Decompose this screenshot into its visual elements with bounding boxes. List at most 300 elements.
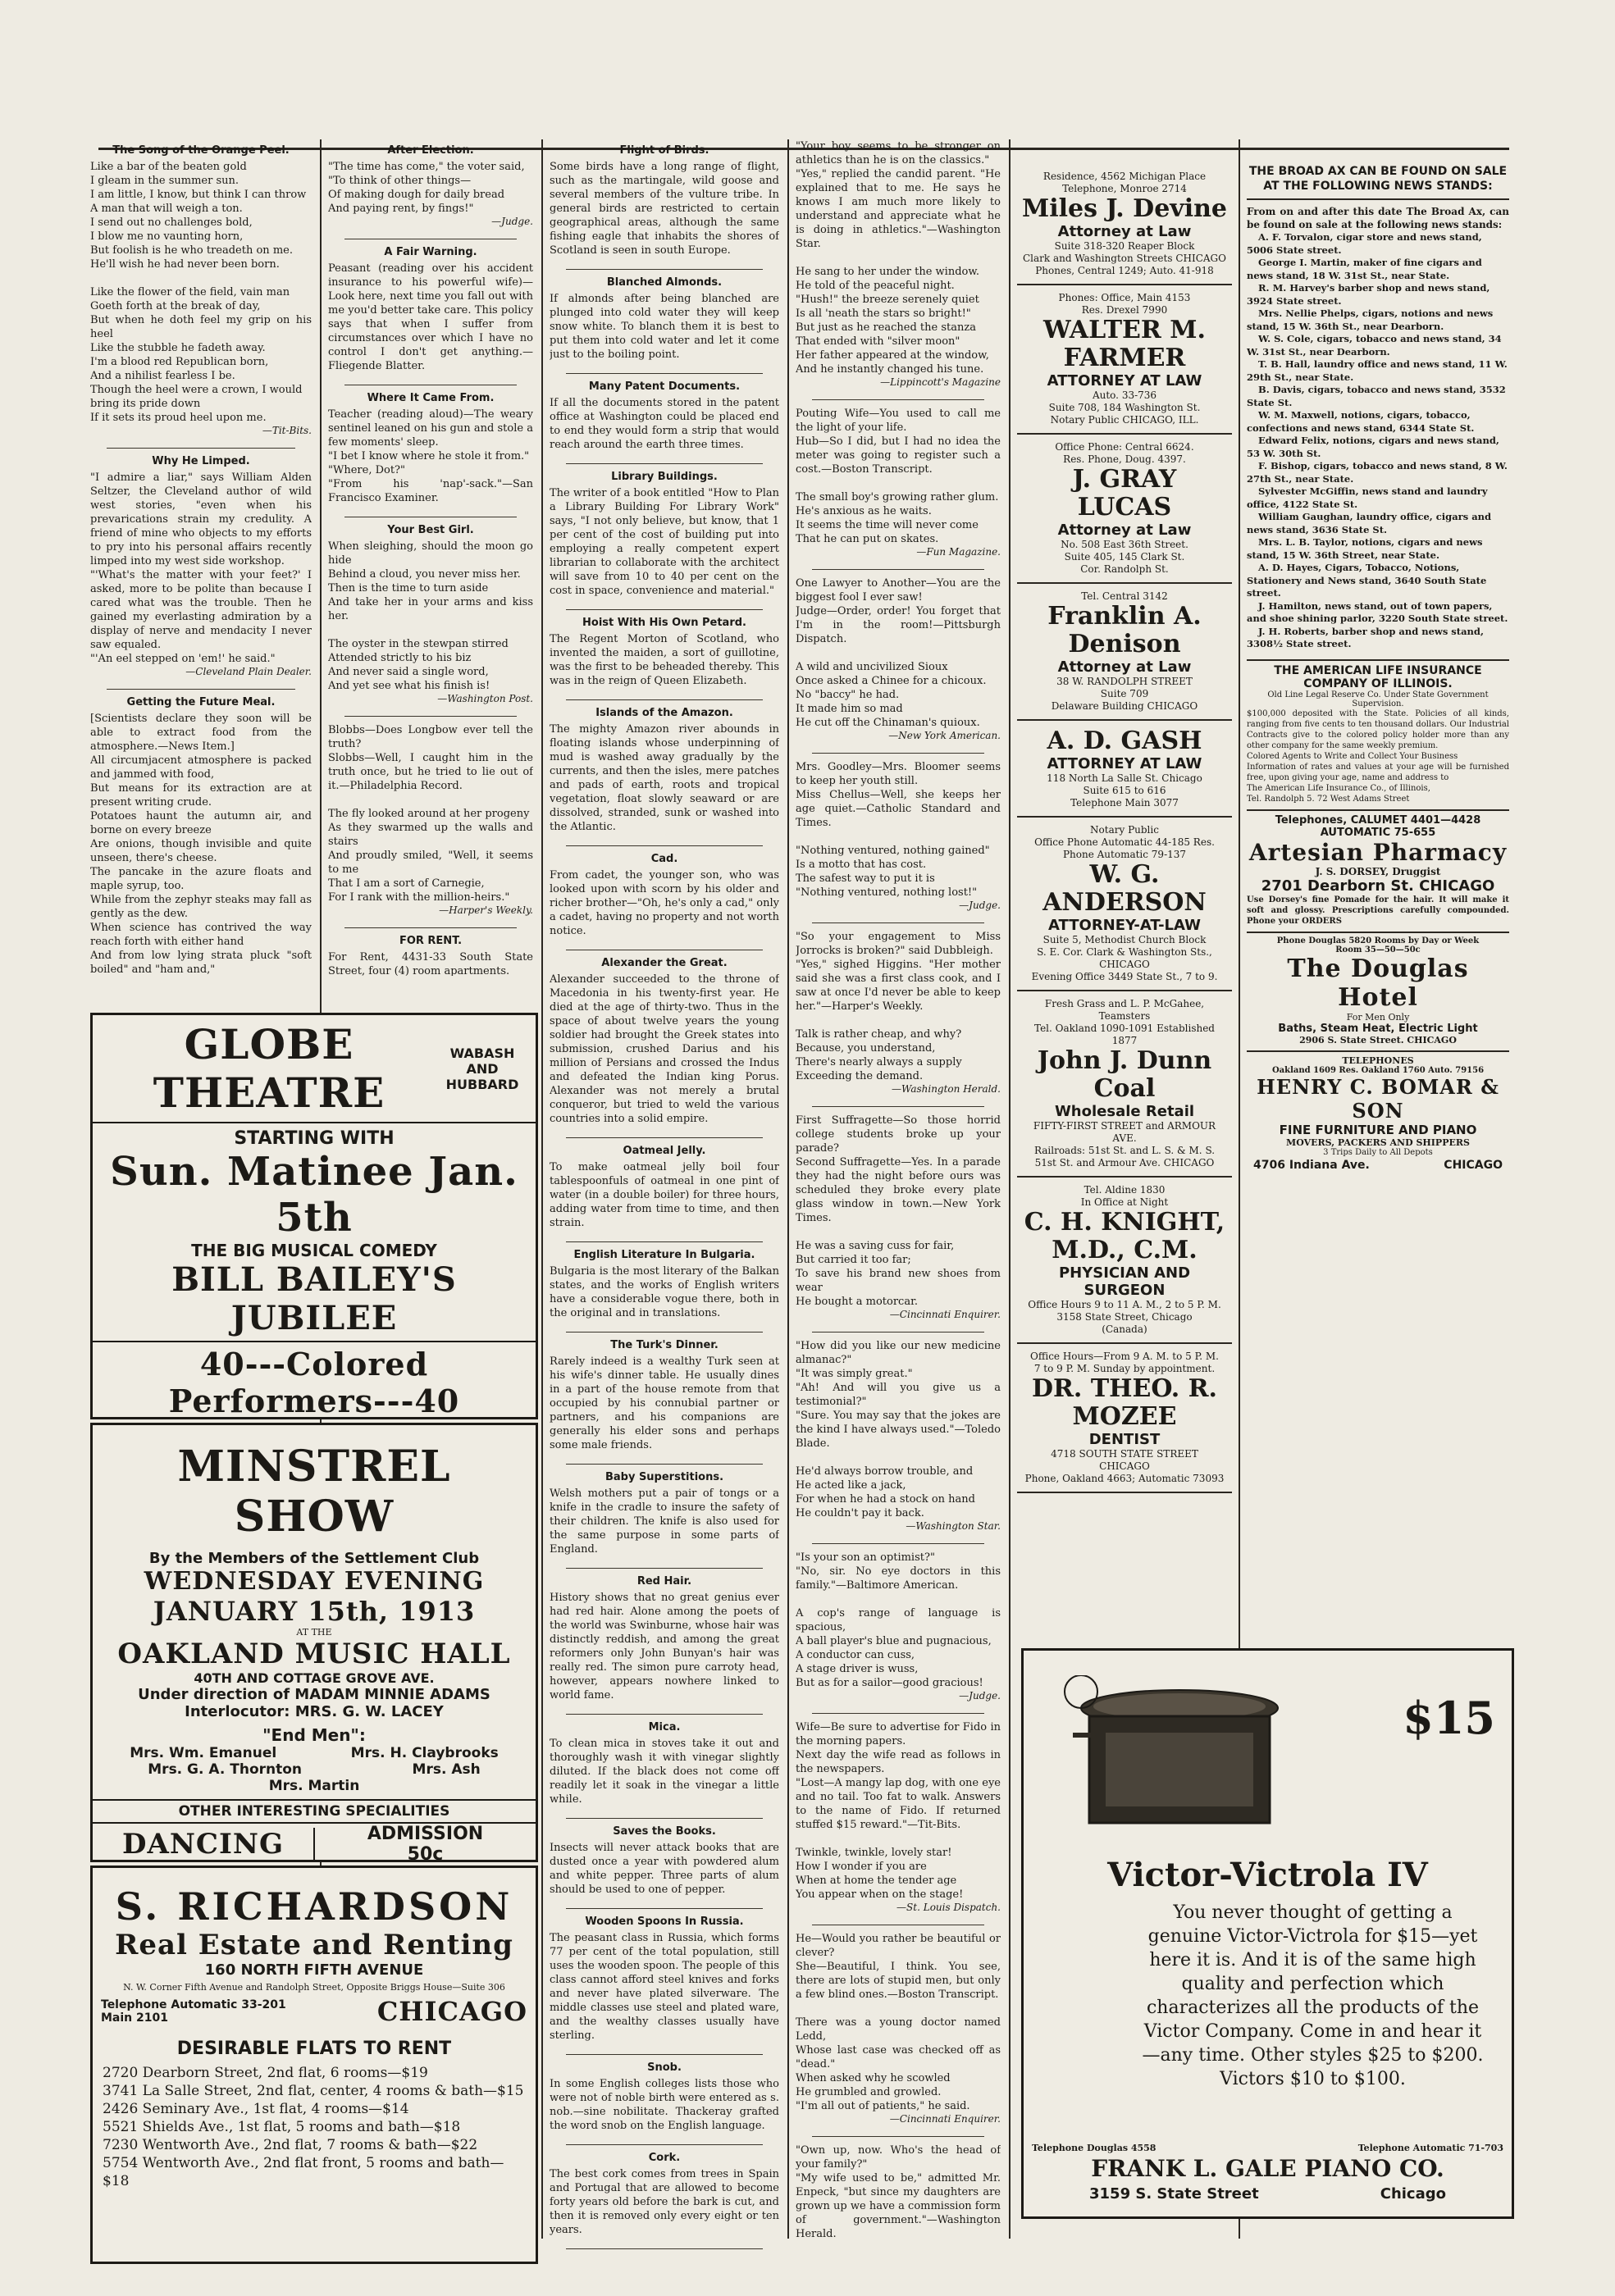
ad-line: No. 508 East 36th Street. bbox=[1061, 539, 1188, 550]
article bbox=[550, 1825, 779, 1897]
article-body: [Scientists declare they soon will be able to extract food from the atmosphere.—News Item.] All circumjacent atmosphere is packed and jammed with food, But means for its extraction are at present writing crude. Potatoes haunt the autumn air, and borne on every breeze Are onions, though invisible and quite unseen, there's cheese. The pancake in the azure floats and maple syrup, too. While from the zephyr steaks may fall as gently as the dew. When science has contrived the way reach forth with either hand And from low lying strata pluck "soft boiled" and "ham and," bbox=[90, 713, 312, 976]
ad-line: Notary Public CHICAGO, ILL. bbox=[1050, 414, 1199, 426]
victor-dealer: FRANK L. GALE PIANO CO. bbox=[1091, 2155, 1444, 2182]
article bbox=[796, 2143, 1001, 2255]
article-credit: —St. Louis Dispatch. bbox=[896, 1902, 1001, 1913]
article-title: Cork. bbox=[648, 2152, 681, 2164]
ad-subtitle: Attorney at Law bbox=[1057, 223, 1192, 240]
bomar-city: CHICAGO bbox=[1444, 1158, 1503, 1172]
ad-line: Fresh Grass and L. P. McGahee, Teamsters bbox=[1044, 998, 1205, 1022]
article bbox=[550, 2152, 779, 2237]
article-separator bbox=[566, 1568, 763, 1569]
minstrel-interlocutor: Interlocutor: MRS. G. W. LACEY bbox=[185, 1703, 444, 1720]
victor-tel-1: Telephone Douglas 4558 bbox=[1032, 2143, 1157, 2153]
ad-line: (Canada) bbox=[1102, 1323, 1147, 1335]
douglas-phone: Phone Douglas 5820 Rooms by Day or Week bbox=[1276, 936, 1480, 945]
victor-tel-2: Telephone Automatic 71-703 bbox=[1357, 2143, 1503, 2153]
insurance-title: THE AMERICAN LIFE INSURANCE COMPANY OF ILLINOIS. bbox=[1274, 663, 1482, 690]
pharmacy-tel: Telephones, CALUMET 4401—4428 AUTOMATIC 75-655 bbox=[1275, 813, 1481, 839]
article-body: "So your engagement to Miss Jorrocks is broken?" said Dubbleigh. "Yes," sighed Higgins. "Her mother said she was a first class cook, and I saw at once I'd never be able to keep her."—Harper's Weekly. Talk is rather cheap, and why? Because, you understand, There's nearly always a supply Exceeding the demand. bbox=[796, 931, 1001, 1082]
ad-line: Cor. Randolph St. bbox=[1080, 563, 1169, 575]
column-2 bbox=[328, 139, 533, 976]
article bbox=[550, 617, 779, 688]
globe-matinee: Sun. Matinee Jan. 5th bbox=[110, 1149, 518, 1241]
ad-subtitle: ATTORNEY-AT-LAW bbox=[1048, 917, 1201, 934]
article-title: Getting the Future Meal. bbox=[126, 696, 276, 708]
article-body: Mrs. Goodley—Mrs. Bloomer seems to keep her youth still. Miss Chellus—Well, she keeps her age quiet.—Catholic Standard and Times. "Nothing ventured, nothing gained" Is a motto that has cost. The safest way to put it is "Nothing ventured, nothing lost!" bbox=[796, 761, 1001, 899]
article-separator bbox=[344, 927, 517, 928]
minstrel-price: 50c bbox=[407, 1844, 444, 1862]
minstrel-admission: ADMISSION bbox=[367, 1824, 484, 1844]
globe-show: BILL BAILEY'S JUBILEE bbox=[93, 1260, 536, 1342]
article-separator bbox=[566, 463, 763, 464]
article bbox=[550, 1916, 779, 2043]
ad-line: Clark and Washington Streets CHICAGO bbox=[1023, 253, 1226, 264]
ad-line: Telephone, Monroe 2714 bbox=[1062, 183, 1187, 194]
article-credit: —Washington Star. bbox=[906, 1520, 1001, 1532]
pharmacy-owner: J. S. DORSEY, Druggist bbox=[1315, 865, 1441, 877]
article-title: Red Hair. bbox=[636, 1575, 692, 1588]
article bbox=[550, 1249, 779, 1320]
victor-price: $15 bbox=[1403, 1692, 1495, 1744]
article-title: Cad. bbox=[650, 853, 678, 865]
minstrel-man-2: Mrs. H. Claybrooks bbox=[350, 1745, 499, 1761]
news-stand-item: Sylvester McGiffin, news stand and laundry office, 4122 State St. bbox=[1247, 485, 1488, 510]
ad-name: DR. THEO. R. MOZEE bbox=[1031, 1374, 1217, 1431]
minstrel-man-5: Mrs. Martin bbox=[268, 1778, 360, 1794]
broad-ax-header: THE BROAD AX CAN BE FOUND ON SALE AT THE FOLLOWING NEWS STANDS: bbox=[1247, 164, 1509, 200]
article-title: Snob. bbox=[647, 2061, 682, 2074]
ad-subtitle: Attorney at Law bbox=[1057, 658, 1192, 676]
article-credit: —Fun Magazine. bbox=[916, 546, 1001, 558]
minstrel-day: WEDNESDAY EVENING bbox=[144, 1567, 485, 1596]
article-separator bbox=[812, 1713, 984, 1714]
article-body: Teacher (reading aloud)—The weary sentinel leaned on his gun and stole a few moments' sleep. "I bet I know where he stole it from." "Where, Dot?" "From his 'nap'-sack."—San Francisco Examiner. bbox=[328, 408, 533, 504]
flat-listing: 5754 Wentworth Ave., 2nd flat front, 5 rooms and bath—$18 bbox=[103, 2155, 504, 2189]
news-stand-item: J. H. Roberts, barber shop and news stand, 3308½ State street. bbox=[1247, 625, 1484, 649]
douglas-sub: For Men Only bbox=[1346, 1011, 1410, 1023]
ad-line: FIFTY-FIRST STREET and ARMOUR AVE. bbox=[1033, 1120, 1216, 1144]
ad-subtitle: Attorney at Law bbox=[1057, 522, 1192, 539]
article-separator bbox=[812, 922, 984, 923]
news-stand-item: A. F. Torvalon, cigar store and news stand, 5006 State street. bbox=[1247, 231, 1482, 256]
article bbox=[796, 930, 1001, 1095]
professional-ad bbox=[1017, 435, 1232, 584]
ad-name: Miles J. Devine bbox=[1022, 194, 1228, 223]
ad-subtitle: ATTORNEY AT LAW bbox=[1047, 372, 1202, 390]
news-stand-item: Edward Felix, notions, cigars and news stand, 53 W. 30th St. bbox=[1247, 435, 1499, 459]
article bbox=[328, 723, 533, 916]
globe-title: GLOBE THEATRE bbox=[153, 1020, 386, 1117]
article-body: Rarely indeed is a wealthy Turk seen at his wife's dinner table. He usually dines in a part of the house remote from that occupied by his connubial partner or partners, and his companions are generally his elder sons and perhaps some male friends. bbox=[550, 1355, 779, 1451]
minstrel-man-1: Mrs. Wm. Emanuel bbox=[130, 1745, 277, 1761]
richardson-name: S. RICHARDSON bbox=[115, 1884, 513, 1929]
article-title: FOR RENT. bbox=[399, 935, 463, 947]
article-separator bbox=[566, 1818, 763, 1819]
ad-name: W. G. ANDERSON bbox=[1042, 860, 1207, 917]
article-body: First Suffragette—So those horrid college students broke up your parade? Second Suffragette—Yes. In a parade they had the night before ours was scheduled they broke every plate glass window in town.—New York Times. He was a saving cuss for fair, But carried it too far; To save his brand new shoes from wear He bought a motorcar. bbox=[796, 1114, 1001, 1308]
article-body: From cadet, the younger son, who was looked upon with scorn by his older and richer brother—"Oh, he's only a cad," only a cadet, having no property and not worth notice. bbox=[550, 869, 779, 937]
flat-listing: 7230 Wentworth Ave., 2nd flat, 7 rooms & bath—$22 bbox=[103, 2137, 478, 2153]
article bbox=[796, 407, 1001, 558]
article-body: "The time has come," the voter said, "To think of other things— Of making dough for daily bread And paying rent, by fings!" bbox=[328, 161, 525, 215]
article-body: The best cork comes from trees in Spain and Portugal that are allowed to become forty years old before the bark is cut, and then it is removed only every eight or ten years. bbox=[550, 2168, 779, 2236]
news-stands-list bbox=[1247, 231, 1509, 651]
ad-line: 3158 State Street, Chicago bbox=[1056, 1311, 1193, 1323]
ad-line: Phones, Central 1249; Auto. 41-918 bbox=[1035, 265, 1214, 276]
article bbox=[90, 455, 312, 677]
richardson-phone-1: Telephone Automatic 33-201 bbox=[101, 1998, 286, 2011]
article bbox=[796, 1932, 1001, 2125]
ad-name: A. D. GASH bbox=[1047, 727, 1202, 755]
article-body: For Rent, 4431-33 South State Street, four (4) room apartments. bbox=[328, 951, 533, 976]
article-body: "How did you like our new medicine almanac?" "It was simply great." "Ah! And will you give us a testimonial?" "Sure. You may say that the jokes are the kind I have always used."—Toledo Blade. He'd always borrow trouble, and He acted like a jack, For when he had a stock on hand He couldn't pay it back. bbox=[796, 1340, 1001, 1519]
ad-line: Tel. Aldine 1830 bbox=[1084, 1184, 1166, 1196]
news-stand-item: A. D. Hayes, Cigars, Tobacco, Notions, Stationery and News stand, 3640 South State street. bbox=[1247, 562, 1487, 599]
article bbox=[550, 380, 779, 452]
article-body: Pouting Wife—You used to call me the light of your life. Hub—So I did, but I had no idea the meter was going to register such a cost.—Boston Transcript. The small boy's growing rather glum. He's anxious as he waits. It seems the time will never come That he can put on skates. bbox=[796, 408, 1001, 545]
article-body: If almonds after being blanched are plunged into cold water they will keep snow white. To blanch them it is best to put them into cold water and let it come just to the boiling point. bbox=[550, 293, 779, 361]
news-stand-item: W. S. Cole, cigars, tobacco and news stand, 34 W. 31st St., near Dearborn. bbox=[1247, 333, 1502, 358]
article-title: The Song of the Orange Peel. bbox=[112, 144, 290, 157]
minstrel-dancing: DANCING bbox=[93, 1828, 315, 1861]
article-separator bbox=[566, 699, 763, 700]
article-separator bbox=[107, 689, 295, 690]
article bbox=[328, 246, 533, 373]
article-separator bbox=[812, 753, 984, 754]
ad-line: Railroads: 51st St. and L. S. & M. S. bbox=[1033, 1145, 1216, 1156]
professional-ad bbox=[1017, 584, 1232, 721]
globe-starting: STARTING WITH bbox=[234, 1128, 395, 1149]
richardson-ad bbox=[90, 1866, 538, 2264]
flat-listing: 5521 Shields Ave., 1st flat, 5 rooms and bath—$18 bbox=[103, 2119, 461, 2135]
article-separator bbox=[566, 609, 763, 610]
ad-line: Notary Public bbox=[1090, 824, 1159, 836]
ad-line: Office Phone: Central 6624. bbox=[1055, 441, 1194, 453]
minstrel-man-3: Mrs. G. A. Thornton bbox=[148, 1761, 303, 1778]
ad-name: C. H. KNIGHT, M.D., C.M. bbox=[1024, 1208, 1225, 1264]
minstrel-show-ad bbox=[90, 1423, 538, 1862]
article-separator bbox=[107, 448, 295, 449]
professional-ad bbox=[1017, 285, 1232, 435]
richardson-city: CHICAGO bbox=[376, 1996, 527, 2027]
article-body: Wife—Be sure to advertise for Fido in the morning papers. Next day the wife read as follows in the newspapers. "Lost—A mangy lap dog, with one eye and no tail. Too fat to walk. Answers to the name of Fido. If returned stuffed $15 reward."—Tit-Bits. Twinkle, twinkle, lovely star! How I wonder if you are When at home the tender age You appear when on the stage! bbox=[796, 1721, 1001, 1901]
victor-body: You never thought of getting a genuine Victor-Victrola for $15—yet here it is. And it is of the same high quality and perfection which characterizes all the products of the Victor Company. Come in and hear it—any time. Other styles $25 to $200. Victors $10 to $100. bbox=[1142, 1902, 1484, 2089]
ad-line: CHICAGO bbox=[1099, 1460, 1150, 1472]
professional-ad bbox=[1017, 1178, 1232, 1344]
flat-listing: 2426 Seminary Ave., 1st flat, 4 rooms—$14 bbox=[103, 2101, 409, 2117]
article-credit: —Judge. bbox=[491, 216, 533, 227]
minstrel-title: MINSTREL SHOW bbox=[177, 1442, 451, 1542]
article-credit: —Washington Post. bbox=[437, 693, 533, 704]
news-stand-item: T. B. Hall, laundry office and news stand, 11 W. 29th St., near State. bbox=[1247, 358, 1508, 383]
victor-addr: 3159 S. State Street bbox=[1089, 2185, 1259, 2203]
ad-line: Suite 318-320 Reaper Block bbox=[1054, 240, 1195, 252]
victor-name: Victor-Victrola IV bbox=[1107, 1856, 1428, 1894]
article-body: To clean mica in stoves take it out and thoroughly wash it with vinegar slightly diluted. If the black does not come off readily let it soak in the vinegar a little while. bbox=[550, 1738, 779, 1806]
article-body: History shows that no great genius ever had red hair. Alone among the poets of the world was Swinburne, whose hair was distinctly reddish, and among the great reformers only John Bunyan's hair was really red. The simon pure carroty head, however, appears nowhere linked to world fame. bbox=[550, 1592, 779, 1702]
professional-ad bbox=[1017, 164, 1232, 285]
article-title: English Literature In Bulgaria. bbox=[573, 1249, 755, 1261]
column-rule bbox=[1009, 139, 1011, 2239]
article-title: Why He Limped. bbox=[152, 455, 250, 467]
article bbox=[550, 2061, 779, 2133]
flat-listing: 3741 La Salle Street, 2nd flat, center, 4 rooms & bath—$15 bbox=[103, 2083, 524, 2099]
article bbox=[550, 1575, 779, 1702]
globe-corner: WABASH AND HUBBARD bbox=[445, 1045, 519, 1092]
column-3 bbox=[550, 139, 779, 2255]
article-separator bbox=[566, 1908, 763, 1909]
article-body: To make oatmeal jelly boil four tablespoonfuls of oatmeal in one pint of water (in a double boiler) for three hours, adding water from time to time, and then strain. bbox=[550, 1161, 779, 1229]
richardson-sub: Real Estate and Renting bbox=[115, 1929, 513, 1961]
ad-line: Suite 405, 145 Clark St. bbox=[1064, 551, 1185, 563]
article-body: Welsh mothers put a pair of tongs or a knife in the cradle to insure the safety of their children. The knife is also used for the same purpose in some parts of England. bbox=[550, 1487, 779, 1556]
bomar-sub: FINE FURNITURE AND PIANO bbox=[1279, 1122, 1477, 1137]
insurance-body: $100,000 deposited with the State. Policies of all kinds, ranging from five cents to ten thousand dollars. Our Industrial Contracts give to the colored policy holder more than any other company for the same weekly premium. Colored Agents to Write and Collect Your Business Information of rates and values at your age will be furnished free, upon giving your age, name and address to The American Life Insurance Co., of Illinois, Tel. Randolph 5. 72 West Adams Street bbox=[1247, 708, 1509, 804]
ad-line: Office Phone Automatic 44-185 Res. Phone Automatic 79-137 bbox=[1034, 836, 1215, 860]
professional-ad bbox=[1017, 991, 1232, 1178]
ad-subtitle: PHYSICIAN AND SURGEON bbox=[1058, 1264, 1191, 1299]
minstrel-address: 40TH AND COTTAGE GROVE AVE. bbox=[194, 1670, 435, 1686]
ad-subtitle: DENTIST bbox=[1088, 1431, 1161, 1448]
ad-line: Auto. 33-736 bbox=[1092, 390, 1157, 401]
article-title: Hoist With His Own Petard. bbox=[582, 617, 746, 629]
ad-name: J. GRAY LUCAS bbox=[1072, 465, 1177, 522]
victor-city: Chicago bbox=[1380, 2185, 1446, 2203]
ad-subtitle: Wholesale Retail bbox=[1054, 1103, 1195, 1120]
news-stand-item: F. Bishop, cigars, tobacco and news stand, 8 W. 27th St., near State. bbox=[1247, 460, 1508, 485]
ad-name: John J. Dunn Coal bbox=[1037, 1046, 1212, 1103]
article-separator bbox=[812, 399, 984, 400]
column-rule bbox=[541, 139, 543, 2239]
victor-tag: Victor bbox=[1045, 1662, 1084, 1675]
minstrel-direction: Under direction of MADAM MINNIE ADAMS bbox=[138, 1686, 490, 1703]
article bbox=[550, 144, 779, 257]
news-stand-item: George I. Martin, maker of fine cigars and news stand, 18 W. 31st St., near State. bbox=[1247, 257, 1482, 281]
minstrel-at: AT THE bbox=[296, 1627, 332, 1638]
article-credit: —Cleveland Plain Dealer. bbox=[185, 666, 312, 677]
ad-line: 38 W. RANDOLPH STREET bbox=[1056, 676, 1193, 687]
ad-line: Office Hours 9 to 11 A. M., 2 to 5 P. M. bbox=[1028, 1299, 1221, 1310]
article-title: A Fair Warning. bbox=[384, 246, 477, 258]
article-separator bbox=[566, 2144, 763, 2145]
column-rule bbox=[787, 139, 789, 2239]
ad-line: 7 to 9 P. M. Sunday by appointment. bbox=[1033, 1363, 1216, 1374]
bomar-movers: MOVERS, PACKERS AND SHIPPERS bbox=[1286, 1137, 1470, 1148]
article-title: Baby Superstitions. bbox=[604, 1471, 724, 1483]
pharmacy-addr: 2701 Dearborn St. CHICAGO bbox=[1261, 877, 1495, 895]
article-body: Some birds have a long range of flight, such as the martingale, wild goose and several members of the vulture tribe. In general birds are restricted to certain geographical areas, although the same fishing eagle that inhabits the shores of Scotland is seen in south Europe. bbox=[550, 161, 779, 257]
richardson-desirable: DESIRABLE FLATS TO RENT bbox=[176, 2039, 452, 2059]
article-separator bbox=[566, 269, 763, 270]
article-separator bbox=[566, 1137, 763, 1138]
article-separator bbox=[566, 1714, 763, 1715]
article-title: Oatmeal Jelly. bbox=[623, 1145, 706, 1157]
richardson-phone-2: Main 2101 bbox=[101, 2011, 168, 2025]
news-stand-item: B. Davis, cigars, tobacco and news stand, 3532 State St. bbox=[1247, 384, 1506, 408]
minstrel-man-4: Mrs. Ash bbox=[412, 1761, 481, 1778]
article-title: Where It Came From. bbox=[367, 392, 495, 404]
article-title: Many Patent Documents. bbox=[588, 380, 741, 393]
ad-line: Tel. Central 3142 bbox=[1081, 590, 1168, 602]
ad-line: Phone, Oakland 4663; Automatic 73093 bbox=[1024, 1473, 1225, 1484]
article bbox=[328, 144, 533, 227]
ad-line: 51st St. and Armour Ave. CHICAGO bbox=[1034, 1157, 1215, 1168]
article-separator bbox=[812, 2136, 984, 2137]
ad-line: Suite 615 to 616 bbox=[1083, 785, 1166, 796]
article-body: Alexander succeeded to the throne of Macedonia in his twenty-first year. He died at the age of thirty-two. Thus in the space of about twelve years the young soldier had brought the Greek states into submission, crushed Darius and his million of Persians and crossed the Indus and defeated the Indian king Porus. Alexander was not merely a brutal conqueror, but tried to weld the various countries into a solid empire. bbox=[550, 973, 779, 1125]
article bbox=[550, 1471, 779, 1556]
article bbox=[550, 1145, 779, 1230]
article-separator bbox=[566, 2054, 763, 2055]
ad-line: Suite 708, 184 Washington St. bbox=[1048, 402, 1201, 413]
article-credit: —Harper's Weekly. bbox=[439, 904, 533, 916]
flat-listing: 2720 Dearborn Street, 2nd flat, 6 rooms—$19 bbox=[103, 2065, 428, 2081]
globe-performers: 40---Colored Performers---40 bbox=[93, 1342, 536, 1419]
article-credit: —Judge. bbox=[959, 900, 1001, 911]
douglas-addr: 2906 S. State Street. CHICAGO bbox=[1299, 1034, 1457, 1046]
article-title: Flight of Birds. bbox=[619, 144, 709, 157]
ad-line: In Office at Night bbox=[1080, 1196, 1169, 1208]
minstrel-hall: OAKLAND MUSIC HALL bbox=[117, 1638, 511, 1670]
article-body: Blobbs—Does Longbow ever tell the truth? Slobbs—Well, I caught him in the truth once, but he tried to lie out of it.—Philadelphia Record. The fly looked around at her progeny As they swarmed up the walls and stairs And proudly smiled, "Well, it seems to me That I am a sort of Carnegie, For I rank with the million-heirs." bbox=[328, 724, 533, 904]
article bbox=[328, 524, 533, 704]
column-1 bbox=[90, 139, 312, 976]
article-separator bbox=[812, 1106, 984, 1107]
article-body: He—Would you rather be beautiful or clever? She—Beautiful, I think. You see, there are lots of stupid men, but only a few blind ones.—Boston Transcript. There was a young doctor named Ledd, Whose last case was checked off as "dead." When asked why he scowled He grumbled and growled. "I'm all out of patients," he said. bbox=[796, 1933, 1001, 2112]
article-title: The Turk's Dinner. bbox=[610, 1339, 719, 1351]
victrola-illustration bbox=[1056, 1675, 1302, 1847]
article bbox=[550, 1721, 779, 1806]
minstrel-date: JANUARY 15th, 1913 bbox=[153, 1596, 476, 1627]
column-6 bbox=[1247, 164, 1509, 1484]
insurance-sub: Old Line Legal Reserve Co. Under State Government Supervision. bbox=[1267, 690, 1489, 708]
professional-ad bbox=[1017, 818, 1232, 991]
column-4 bbox=[796, 139, 1001, 2255]
article-separator bbox=[566, 1241, 763, 1242]
article-separator bbox=[566, 1464, 763, 1465]
article-body: "I admire a liar," says William Alden Seltzer, the Cleveland author of wild west stories, "even when his prevarications strain my credulity. A friend of mine who objects to my efforts to pry into his personal affairs recently limped into my west side workshop. "'What's the matter with your feet?' I asked, more to be polite than because I cared what was the trouble. Then he gained my everlasting admiration by a display of nerve and mendacity I never saw equaled. "'An eel stepped on 'em!' he said." bbox=[90, 472, 312, 665]
flats-list bbox=[93, 2059, 536, 2195]
article-body: "Own up, now. Who's the head of your family?" "My wife used to be," admitted Mr. Enpeck, "but since my daughters are grown up we have a commission form of government."—Washington Herald. bbox=[796, 2144, 1001, 2240]
ad-line: Delaware Building CHICAGO bbox=[1051, 700, 1198, 712]
article-body: Like a bar of the beaten gold I gleam in the summer sun. I am little, I know, but think I can throw A man that will weigh a ton. I send out no challenges bold, I blow me no vaunting horn, But foolish is he who treadeth on me. He'll wish he had never been born. Like the flower of the field, vain man Goeth forth at the break of day, But when he doth feel my grip on his heel Like the stubble he fadeth away. I'm a blood red Republican born, And a nihilist fearless I be. Though the heel were a crown, I would bring its pride down If it sets its proud heel upon me. bbox=[90, 161, 312, 424]
article-body: When sleighing, should the moon go hide Behind a cloud, you never miss her. Then is the time to turn aside And take her in your arms and kiss her. The oyster in the stewpan stirred Attended strictly to his biz And never said a single word, And yet see what his finish is! bbox=[328, 540, 533, 692]
richardson-corner: N. W. Corner Fifth Avenue and Randolph Street, Opposite Briggs House—Suite 306 bbox=[123, 1982, 505, 1993]
article-body: "Your boy seems to be stronger on athletics than he is on the classics." "Yes," replied the candid parent. "He explained that to me. He says he knows I am much more likely to understand and appreciate what he is doing in athletics."—Washington Star. He sang to her under the window. He told of the peaceful night. "Hush!" the breeze serenely quiet Is all 'neath the stars so bright!" But just as he reached the stanza That ended with "silver moon" Her father appeared at the window, And he instantly changed his tune. bbox=[796, 140, 1001, 376]
bomar-trips: 3 Trips Daily to All Depots bbox=[1323, 1147, 1433, 1157]
ad-line: Suite 709 bbox=[1100, 688, 1149, 699]
article bbox=[796, 1551, 1001, 1702]
ad-line: Suite 5, Methodist Church Block bbox=[1042, 934, 1207, 945]
article-separator bbox=[566, 845, 763, 846]
article bbox=[550, 707, 779, 834]
news-stand-item: Mrs. L. B. Taylor, notions, cigars and news stand, 15 W. 36th Street, near State. bbox=[1247, 536, 1483, 561]
minstrel-other: OTHER INTERESTING SPECIALITIES bbox=[93, 1799, 536, 1824]
ad-name: Franklin A. Denison bbox=[1047, 602, 1202, 658]
bomar-name: HENRY C. BOMAR & SON bbox=[1257, 1074, 1499, 1123]
article bbox=[550, 1339, 779, 1452]
article bbox=[796, 576, 1001, 741]
news-stand-item: William Gaughan, laundry office, cigars and news stand, 3636 State St. bbox=[1247, 511, 1492, 535]
ad-line: Office Hours—From 9 A. M. to 5 P. M. bbox=[1030, 1351, 1219, 1362]
article-title: Alexander the Great. bbox=[601, 957, 728, 969]
news-stand-item: R. M. Harvey's barber shop and news stand, 3924 State street. bbox=[1247, 282, 1490, 307]
ad-line: Evening Office 3449 State St., 7 to 9. bbox=[1031, 971, 1218, 982]
article-body: The writer of a book entitled "How to Plan a Library Building For Library Work" says, "I not only believe, but know, that 1 per cent of the cost of building put into employing a really competent expert librarian to collaborate with the architect will save from 10 to 40 per cent on the cost in space, convenience and material." bbox=[550, 487, 779, 597]
news-stand-item: J. Hamilton, news stand, out of town papers, and shoe shining parlor, 3220 South State street. bbox=[1247, 599, 1508, 624]
news-stand-item: Mrs. Nellie Phelps, cigars, notions and news stand, 15 W. 36th St., near Dearborn. bbox=[1247, 308, 1494, 332]
article bbox=[550, 471, 779, 598]
article-body: One Lawyer to Another—You are the biggest fool I ever saw! Judge—Order, order! You forget that I'm in the room!—Pittsburgh Dispatch. A wild and uncivilized Sioux Once asked a Chinee for a chicoux. No "baccy" he had. It made him so mad He cut off the Chinaman's quioux. bbox=[796, 577, 1001, 729]
article-separator bbox=[812, 1543, 984, 1544]
ad-line: Tel. Oakland 1090-1091 Established 1877 bbox=[1034, 1023, 1215, 1046]
pharmacy-name: Artesian Pharmacy bbox=[1248, 838, 1508, 866]
bomar-addr: 4706 Indiana Ave. bbox=[1253, 1158, 1370, 1172]
pharmacy-body: Use Dorsey's fine Pomade for the hair. It will make it soft and glossy. Prescriptions carefully compounded. Phone your ORDERS bbox=[1247, 895, 1509, 926]
article bbox=[90, 696, 312, 976]
globe-big: THE BIG MUSICAL COMEDY bbox=[191, 1241, 437, 1260]
professional-ad bbox=[1017, 721, 1232, 818]
douglas-name: The Douglas Hotel bbox=[1287, 954, 1469, 1012]
ad-line: S. E. Cor. Clark & Washington Sts., CHICAGO bbox=[1037, 946, 1212, 970]
article bbox=[796, 1339, 1001, 1532]
article-credit: —Cincinnati Enquirer. bbox=[889, 2113, 1001, 2125]
ad-name: WALTER M. FARMER bbox=[1043, 316, 1206, 372]
minstrel-by: By the Members of the Settlement Club bbox=[148, 1550, 480, 1567]
ad-subtitle: ATTORNEY AT LAW bbox=[1047, 755, 1202, 772]
douglas-rooms: Room 35—50—50c bbox=[1335, 945, 1421, 954]
article bbox=[550, 957, 779, 1126]
article bbox=[796, 139, 1001, 388]
ad-line: 118 North La Salle St. Chicago bbox=[1047, 772, 1202, 784]
ad-line: Res. Phone, Doug. 4397. bbox=[1063, 453, 1186, 465]
article bbox=[796, 760, 1001, 911]
article-body: The peasant class in Russia, which forms 77 per cent of the total population, still uses the wooden spoon. The people of this class cannot afford steel knives and forks and never have plated silverware. The middle classes use steel and plated ware, and the wealthy classes usually have sterling. bbox=[550, 1932, 779, 2042]
minstrel-end-men: "End Men": bbox=[262, 1725, 366, 1745]
article-body: In some English colleges lists those who were not of noble birth were entered as s. nob.—sine nobilitate. Thackeray grafted the word snob on the English language. bbox=[550, 2078, 779, 2132]
bomar-tel: TELEPHONES bbox=[1342, 1055, 1414, 1066]
article-title: Your Best Girl. bbox=[387, 524, 474, 536]
article-body: If all the documents stored in the patent office at Washington could be placed end to end they would form a strip that would reach around the earth three times. bbox=[550, 397, 779, 451]
article-title: Mica. bbox=[648, 1721, 681, 1733]
article bbox=[796, 1720, 1001, 1913]
article-credit: —Tit-Bits. bbox=[262, 425, 312, 436]
ad-line: Telephone Main 3077 bbox=[1070, 797, 1179, 809]
ad-line: Res. Drexel 7990 bbox=[1081, 304, 1168, 316]
article-body: Insects will never attack books that are dusted once a year with powdered alum and white pepper. Three parts of alum should be used to one of pepper. bbox=[550, 1842, 779, 1896]
professional-ad bbox=[1017, 1344, 1232, 1493]
article-separator bbox=[566, 373, 763, 374]
article bbox=[550, 853, 779, 938]
richardson-addr: 160 NORTH FIFTH AVENUE bbox=[204, 1961, 424, 1979]
victor-victrola-ad bbox=[1021, 1648, 1514, 2219]
article-title: After Election. bbox=[387, 144, 474, 157]
broad-ax-intro: From on and after this date The Broad Ax, can be found on sale at the following news stands: bbox=[1247, 206, 1509, 230]
article-separator bbox=[566, 2248, 763, 2249]
article-body: "Is your son an optimist?" "No, sir. No eye doctors in this family."—Baltimore American. A cop's range of language is spacious, A ball player's blue and pugnacious, A conductor can cuss, A stage driver is wuss, But as for a sailor—good gracious! bbox=[796, 1551, 1001, 1689]
article-separator bbox=[344, 716, 517, 717]
article-credit: —Lippincott's Magazine bbox=[880, 376, 1001, 388]
article bbox=[328, 392, 533, 505]
article-body: Peasant (reading over his accident insurance to his powerful wife)—Look here, next time you fall out with me you'd better take care. This policy says that when I suffer from circumstances over which I have no control I don't get anything.—Fliegende Blatter. bbox=[328, 262, 533, 372]
news-stand-item: W. M. Maxwell, notions, cigars, tobacco, confections and news stand, 6344 State St. bbox=[1247, 409, 1475, 434]
article-title: Wooden Spoons In Russia. bbox=[585, 1916, 744, 1928]
article-body: The mighty Amazon river abounds in floating islands whose underpinning of mud is washed away gradually by the currents, and then the isles, mere patches and pads of earth, roots and tropical vegetation, float slowly seaward or are dissolved, stranded, sunk or washed into the Atlantic. bbox=[550, 723, 779, 833]
ad-line: Phones: Office, Main 4153 bbox=[1058, 292, 1191, 303]
bomar-phones: Oakland 1609 Res. Oakland 1760 Auto. 79156 bbox=[1271, 1065, 1485, 1075]
article-title: Blanched Almonds. bbox=[606, 276, 723, 289]
